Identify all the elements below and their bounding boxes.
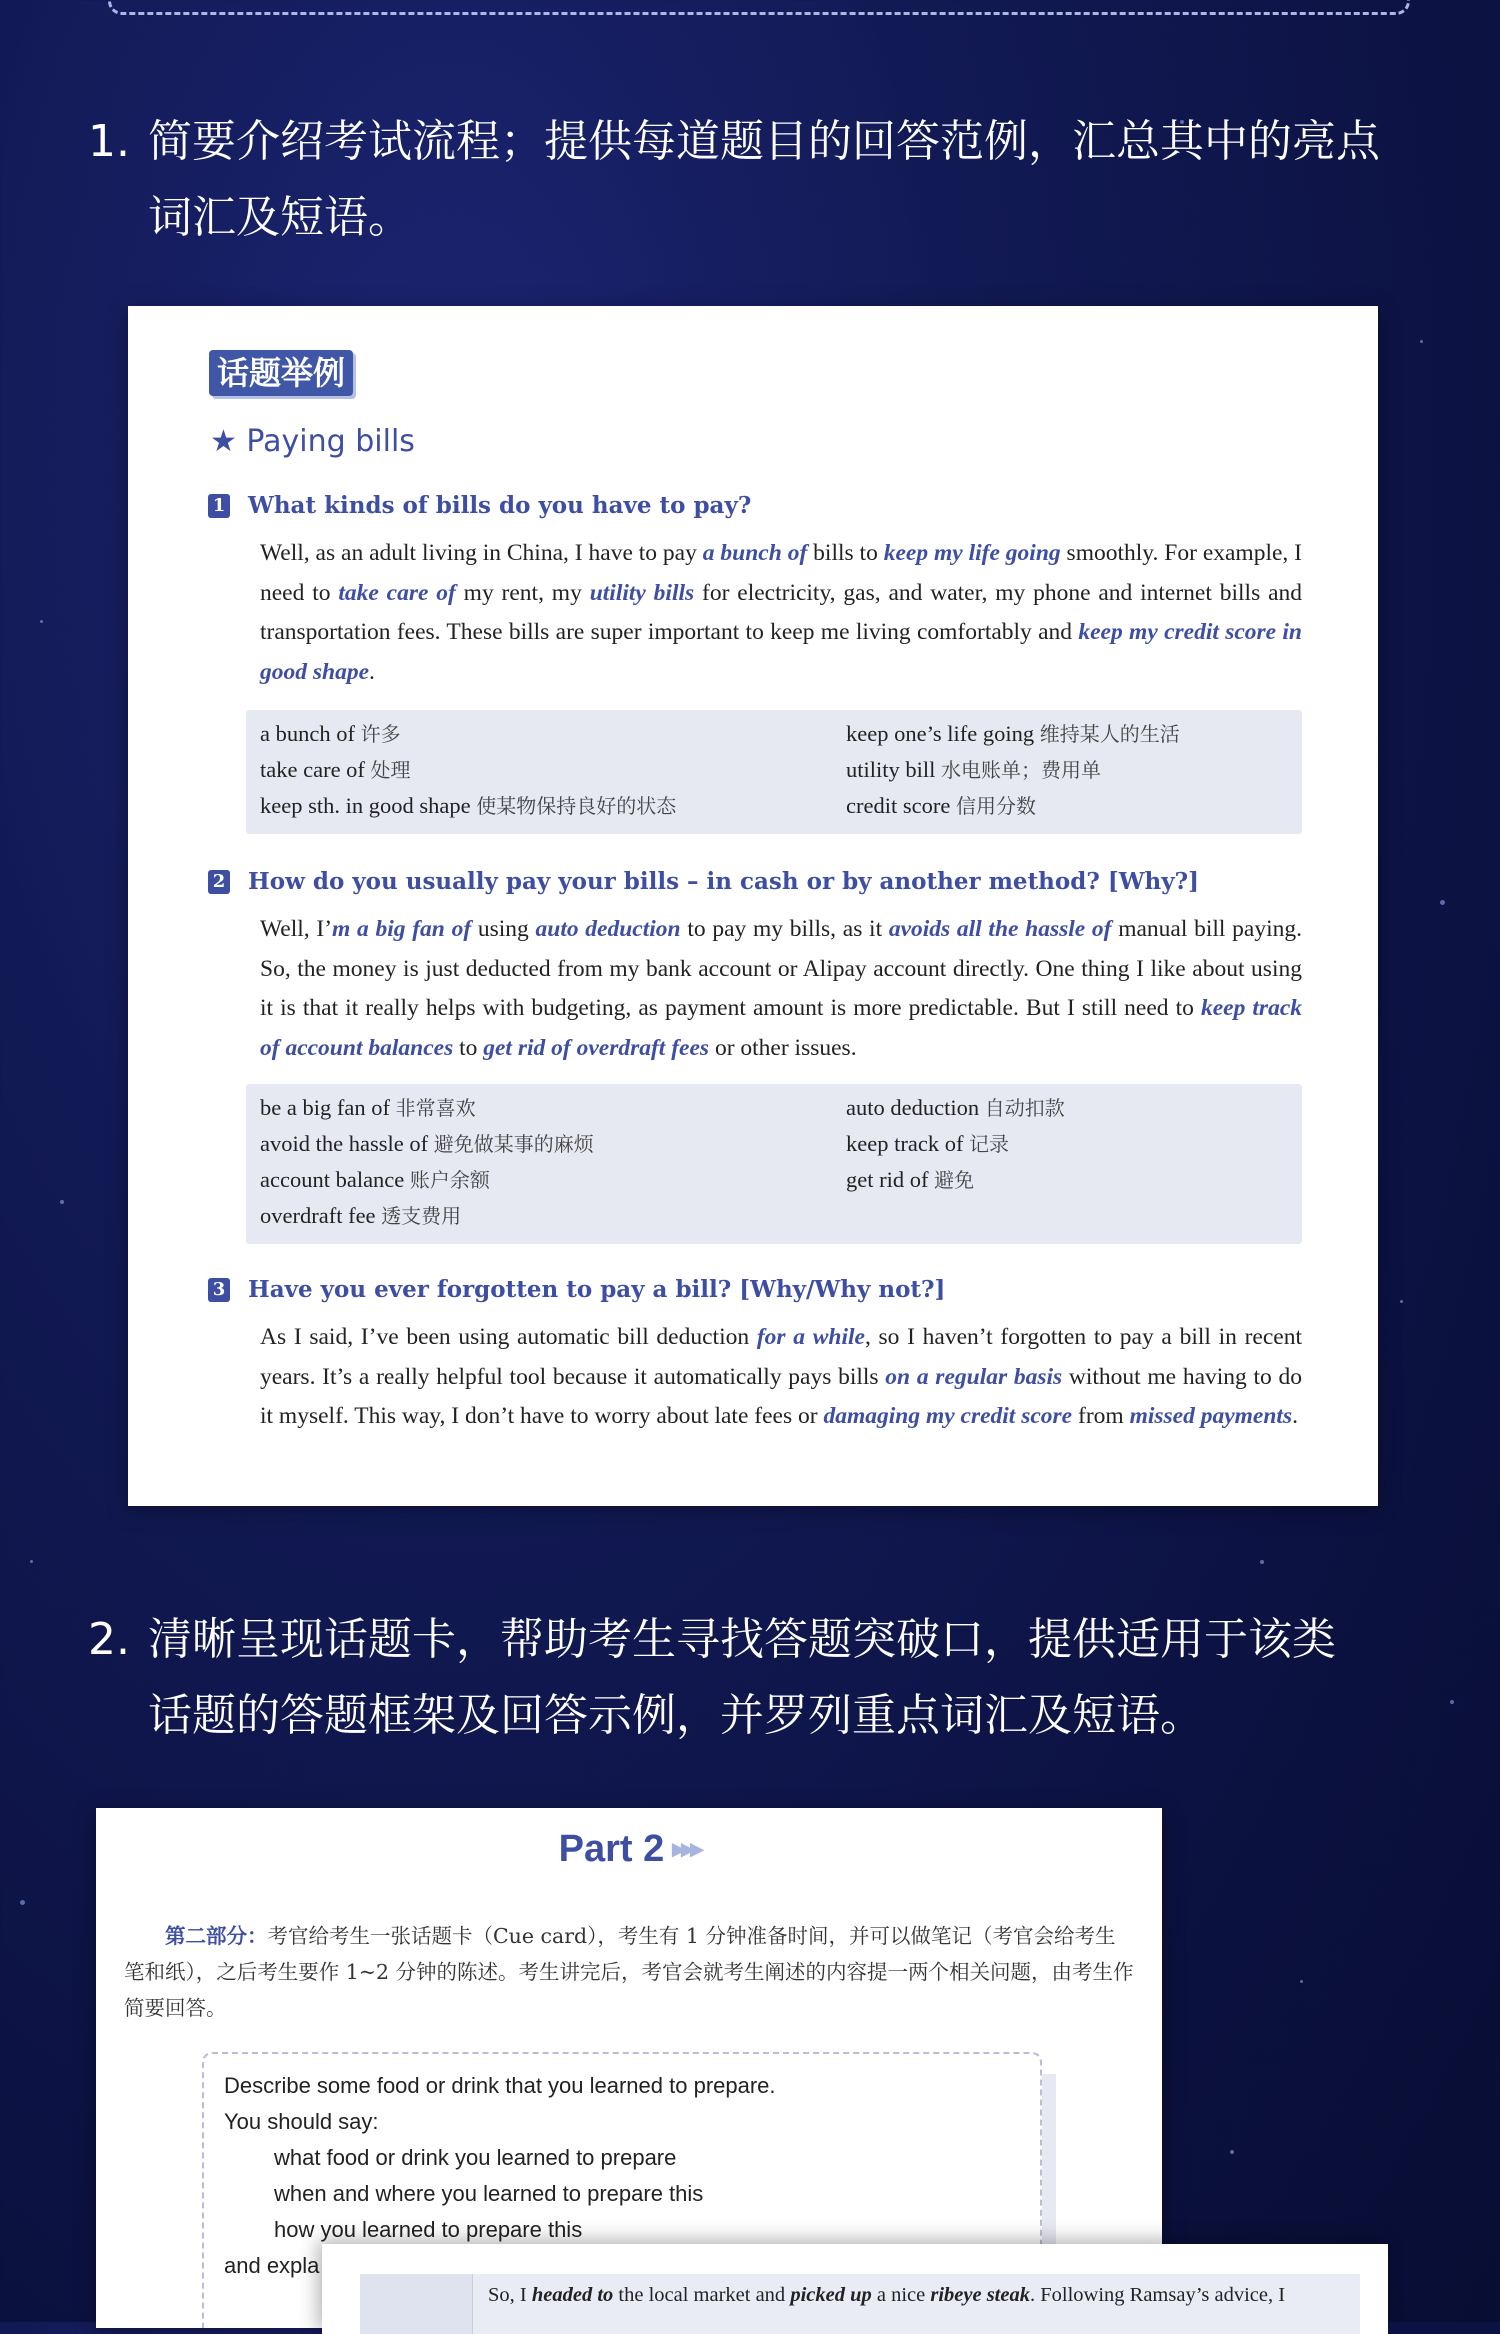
highlight-phrase: a bunch of — [702, 540, 808, 566]
section2-heading — [88, 1602, 1336, 1754]
vocab-chinese: 维持某人的生活 — [1039, 722, 1180, 746]
vocab-1-right — [846, 716, 1180, 824]
vocab-english: credit score — [846, 793, 956, 818]
cue-card-prompt: Describe some food or drink that you learned to prepare. — [224, 2073, 776, 2098]
topic-tag: 话题举例 — [209, 350, 353, 396]
section1-line2: 词汇及短语。 — [148, 192, 412, 243]
highlight-phrase: utility bills — [589, 579, 695, 606]
vocab-english: be a big fan of — [260, 1095, 396, 1120]
vocab-item — [846, 1126, 1065, 1162]
answer-text: smoothly. For example, I need to — [260, 540, 1303, 606]
highlight-phrase: get rid of overdraft fees — [483, 1034, 710, 1061]
answer-text: bills to — [807, 540, 884, 566]
part2-title — [96, 1828, 1162, 1871]
vocab-english: utility bill — [846, 757, 942, 782]
vocab-item — [846, 788, 1180, 824]
section1-heading — [88, 104, 1380, 256]
emphasis-phrase: headed to — [531, 2284, 614, 2306]
answer-text: So, I — [488, 2284, 532, 2306]
vocab-english: get rid of — [846, 1167, 935, 1192]
question-2-badge: 2 — [208, 870, 230, 894]
highlight-phrase: take care of — [338, 579, 456, 606]
answer-text: using — [471, 916, 536, 942]
vocab-box-2 — [246, 1084, 1302, 1244]
emphasis-phrase: ribeye steak — [930, 2284, 1030, 2306]
sample-answer-box — [360, 2274, 1360, 2334]
vocab-1-left — [260, 716, 676, 824]
question-2 — [208, 868, 1199, 895]
answer-text: to pay my bills, as it — [680, 916, 889, 942]
answer-1 — [260, 534, 1302, 692]
highlight-phrase: missed payments — [1129, 1403, 1293, 1429]
sample-answer-text — [488, 2284, 1285, 2307]
part2-intro-label: 第二部分： — [165, 1924, 268, 1948]
vocab-item — [260, 1162, 594, 1198]
highlight-phrase: keep my life going — [883, 540, 1061, 566]
answer-text: . Following Ramsay’s advice, I — [1029, 2284, 1286, 2306]
vocab-chinese: 记录 — [969, 1132, 1010, 1156]
highlight-phrase: m a big fan of — [332, 916, 472, 942]
vocab-item — [260, 788, 676, 824]
topic-title: ★ Paying bills — [210, 424, 415, 459]
topic-example-card — [128, 306, 1378, 1506]
part2-title-text: Part 2 — [558, 1828, 665, 1870]
vocab-item — [260, 752, 676, 788]
question-3-text: Have you ever forgotten to pay a bill? [Why/Why not?] — [248, 1276, 946, 1303]
vocab-2-left — [260, 1090, 594, 1234]
vocab-chinese: 账户余额 — [409, 1168, 490, 1192]
vocab-english: keep sth. in good shape — [260, 793, 477, 818]
cue-card-point-2: when and where you learned to prepare this — [274, 2181, 704, 2206]
vocab-chinese: 避免 — [934, 1168, 975, 1192]
vocab-english: keep one’s life going — [846, 721, 1040, 746]
answer-text: to — [453, 1034, 484, 1061]
highlight-phrase: on a regular basis — [885, 1363, 1063, 1390]
highlight-phrase: keep my credit score in good shape — [260, 619, 1303, 685]
section2-line1: 清晰呈现话题卡，帮助考生寻找答题突破口，提供适用于该类 — [148, 1614, 1336, 1665]
question-1 — [208, 492, 751, 519]
arrow-right-icon: ▸▸▸ — [672, 1833, 700, 1863]
question-3 — [208, 1276, 945, 1303]
vocab-english: avoid the hassle of — [260, 1131, 434, 1156]
answer-2 — [260, 910, 1302, 1068]
vocab-item — [260, 1090, 594, 1126]
question-3-badge: 3 — [208, 1278, 230, 1302]
vocab-english: account balance — [260, 1167, 410, 1192]
answer-text: without me having to do it myself. This way, I don’t have to worry about late fees or — [260, 1363, 1302, 1429]
sample-answer-stripe — [360, 2274, 473, 2334]
vocab-english: auto deduction — [846, 1095, 985, 1120]
vocab-chinese: 透支费用 — [381, 1204, 462, 1228]
highlight-phrase: avoids all the hassle of — [888, 916, 1112, 942]
vocab-2-right — [846, 1090, 1065, 1198]
section1-number: 1. — [88, 116, 130, 167]
vocab-box-1 — [246, 710, 1302, 834]
vocab-chinese: 水电账单；费用单 — [941, 758, 1102, 782]
vocab-english: overdraft fee — [260, 1203, 382, 1228]
vocab-item — [846, 1162, 1065, 1198]
cue-card-should-say: You should say: — [224, 2109, 379, 2134]
answer-text: manual bill paying. So, the money is just deducted from my bank account or Alipay account directly. One thing I like about using it is that it really helps with budgeting, as payment amount is more predictable. But I still need to — [260, 916, 1302, 1021]
vocab-english: take care of — [260, 757, 371, 782]
vocab-chinese: 避免做某事的麻烦 — [433, 1132, 594, 1156]
answer-text: the local market and — [613, 2284, 791, 2306]
vocab-item — [260, 1198, 594, 1234]
answer-text: my rent, my — [455, 579, 590, 606]
answer-3 — [260, 1318, 1302, 1437]
section2-number: 2. — [88, 1614, 130, 1665]
answer-text: . — [1292, 1403, 1298, 1429]
highlight-phrase: damaging my credit score — [823, 1403, 1073, 1429]
question-1-text: What kinds of bills do you have to pay? — [248, 492, 752, 519]
part2-intro-text: 考官给考生一张话题卡（Cue card），考生有 1 分钟准备时间，并可以做笔记（考官会给考生笔和纸），之后考生要作 1~2 分钟的陈述。考生讲完后，考官会就考生阐述的内容提一两个相关问题，由考生作简要回答。 — [124, 1924, 1134, 2020]
emphasis-phrase: picked up — [790, 2284, 872, 2306]
part2-intro — [124, 1918, 1134, 2026]
vocab-item — [846, 716, 1180, 752]
vocab-chinese: 自动扣款 — [984, 1096, 1065, 1120]
vocab-item — [260, 1126, 594, 1162]
section1-line1: 简要介绍考试流程；提供每道题目的回答范例，汇总其中的亮点 — [148, 116, 1380, 167]
cue-card-last-line: and expla — [224, 2253, 320, 2278]
cue-card-point-1: what food or drink you learned to prepare — [274, 2145, 677, 2170]
highlight-phrase: auto deduction — [535, 916, 681, 942]
answer-text: As I said, I’ve been using automatic bill deduction — [260, 1324, 757, 1350]
vocab-english: a bunch of — [260, 721, 361, 746]
vocab-chinese: 信用分数 — [955, 794, 1036, 818]
answer-text: or other issues. — [709, 1034, 857, 1061]
sample-answer-page — [322, 2244, 1388, 2334]
section2-line2: 话题的答题框架及回答示例，并罗列重点词汇及短语。 — [148, 1690, 1204, 1741]
dashed-frame — [108, 0, 1410, 15]
highlight-phrase: for a while — [756, 1324, 865, 1350]
vocab-english: keep track of — [846, 1131, 970, 1156]
cue-card-point-3: how you learned to prepare this — [274, 2217, 583, 2242]
answer-text: , so I haven’t forgotten to pay a bill in recent years. It’s a really helpful tool because it automatically pays bills — [260, 1324, 1302, 1390]
question-1-badge: 1 — [208, 494, 230, 518]
answer-text: . — [369, 658, 375, 685]
vocab-chinese: 使某物保持良好的状态 — [476, 794, 677, 818]
answer-text: Well, as an adult living in China, I have to pay — [260, 540, 703, 566]
vocab-item — [846, 1090, 1065, 1126]
answer-text: Well, I’ — [260, 916, 333, 942]
answer-text: from — [1072, 1403, 1130, 1429]
answer-text: a nice — [871, 2284, 931, 2306]
vocab-chinese: 非常喜欢 — [395, 1096, 476, 1120]
question-2-text: How do you usually pay your bills – in cash or by another method? [Why?] — [248, 868, 1199, 895]
vocab-chinese: 许多 — [360, 722, 401, 746]
vocab-chinese: 处理 — [370, 758, 411, 782]
highlight-phrase: keep track of account balances — [260, 995, 1303, 1061]
answer-text: for electricity, gas, and water, my phone and internet bills and transportation fees. These bills are super important to keep me living comfortably and — [260, 579, 1302, 645]
vocab-item — [846, 752, 1180, 788]
vocab-item — [260, 716, 676, 752]
